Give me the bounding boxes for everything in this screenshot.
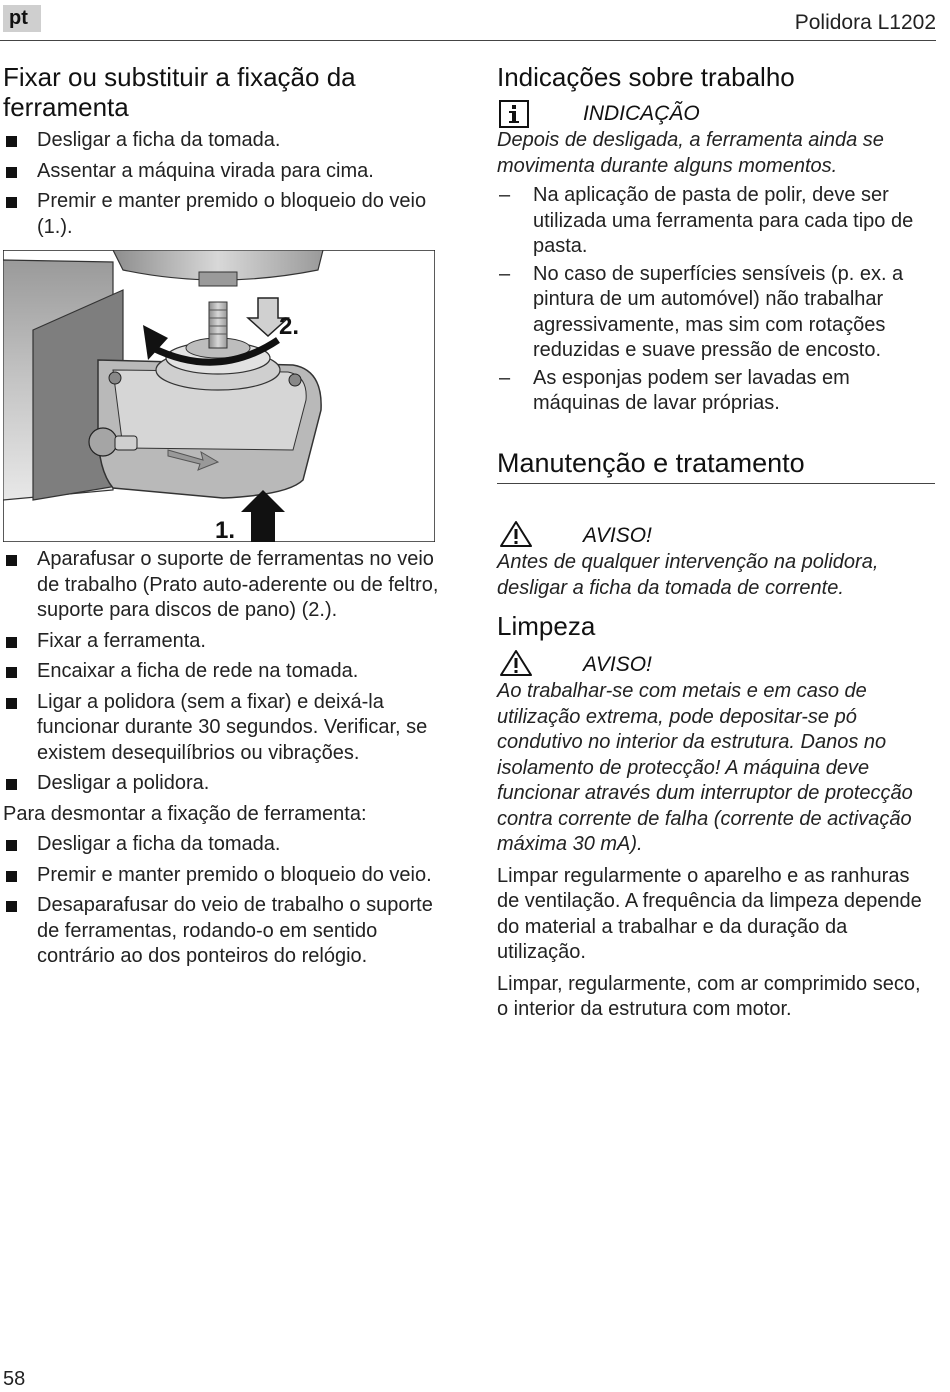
cleaning-paragraph-2: Limpar, regularmente, com ar comprimido seco, o interior da estrutura com motor. bbox=[497, 972, 921, 1020]
page-number: 58 bbox=[3, 1368, 26, 1390]
callout-2: 2. bbox=[279, 313, 300, 340]
warning-label-2: AVISO! bbox=[583, 653, 652, 676]
warning-text-2: Ao trabalhar-se com metais e em caso de utilização extrema, pode depositar-se pó condutivo no interior da estrutura. Danos no isolamento de protecção! A máquina deve funcionar através dum interruptor de protecção contra corrente de falha (corrente de activação máxima 30 mA). bbox=[497, 680, 913, 855]
dismount-intro: Para desmontar a fixação de ferramenta: bbox=[3, 802, 367, 825]
warning-header-1 bbox=[497, 522, 937, 550]
notice-text: Depois de desligada, a ferramenta ainda se movimenta durante alguns momentos. bbox=[497, 129, 884, 177]
list-item: Aparafusar o suporte de ferramentas no veio de trabalho (Prato auto-aderente ou de feltro, suporte para discos de pano) (2.). bbox=[3, 547, 443, 624]
list-item: – Na aplicação de pasta de polir, deve ser utilizada uma ferramenta para cada tipo de pasta. bbox=[497, 183, 937, 260]
warning-icon bbox=[499, 649, 533, 677]
steps-before-figure bbox=[3, 128, 443, 240]
language-tag: pt bbox=[3, 5, 41, 32]
callout-1: 1. bbox=[215, 517, 236, 542]
right-column-top bbox=[497, 62, 937, 419]
left-column-top bbox=[3, 62, 443, 245]
left-column-bottom bbox=[3, 547, 443, 975]
steps-after-figure bbox=[3, 547, 443, 797]
list-item: Premir e manter premido o bloqueio do veio. bbox=[3, 863, 443, 889]
list-item: Ligar a polidora (sem a fixar) e deixá-la funcionar durante 30 segundos. Verificar, se existem desequilíbrios ou vibrações. bbox=[3, 690, 443, 767]
info-icon bbox=[499, 100, 529, 128]
polisher-spindle-lock-figure bbox=[3, 250, 435, 542]
warning-text-1: Antes de qualquer intervenção na polidora, desligar a ficha da tomada de corrente. bbox=[497, 551, 879, 599]
list-item: Desligar a polidora. bbox=[3, 771, 443, 797]
cleaning-paragraph-1: Limpar regularmente o aparelho e as ranhuras de ventilação. A frequência da limpeza depende do material a trabalhar e da duração da utilização. bbox=[497, 864, 922, 963]
warning-icon bbox=[499, 520, 533, 548]
list-item: Desaparafusar do veio de trabalho o suporte de ferramentas, rodando-o em sentido contrário ao dos ponteiros do relógio. bbox=[3, 893, 443, 970]
section-heading-tool-fixing: Fixar ou substituir a fixação da ferramenta bbox=[3, 62, 356, 122]
polisher-illustration bbox=[3, 250, 435, 542]
notice-label: INDICAÇÃO bbox=[583, 102, 700, 125]
maintenance-rule bbox=[497, 483, 935, 484]
section-heading-cleaning: Limpeza bbox=[497, 611, 596, 641]
list-item: Fixar a ferramenta. bbox=[3, 629, 443, 655]
warning-label-1: AVISO! bbox=[583, 524, 652, 547]
list-item: Premir e manter premido o bloqueio do veio (1.). bbox=[3, 189, 443, 240]
list-item: Assentar a máquina virada para cima. bbox=[3, 159, 443, 185]
section-heading-work: Indicações sobre trabalho bbox=[497, 62, 795, 92]
warning-header-2 bbox=[497, 651, 937, 679]
section-heading-maintenance: Manutenção e tratamento bbox=[497, 448, 805, 478]
list-item: Encaixar a ficha de rede na tomada. bbox=[3, 659, 443, 685]
maintenance-heading-block bbox=[497, 448, 937, 478]
list-item: Desligar a ficha da tomada. bbox=[3, 128, 443, 154]
dismount-steps bbox=[3, 832, 443, 970]
notice-header bbox=[497, 100, 937, 128]
right-column-bottom bbox=[497, 522, 937, 1023]
list-item: Desligar a ficha da tomada. bbox=[3, 832, 443, 858]
header-rule bbox=[0, 40, 936, 41]
document-title: Polidora L1202 bbox=[794, 11, 936, 34]
work-tips bbox=[497, 183, 937, 417]
list-item: – No caso de superfícies sensíveis (p. ex. a pintura de um automóvel) não trabalhar agressivamente, mas sim com rotações reduzidas e suave pressão de encosto. bbox=[497, 262, 937, 364]
list-item: – As esponjas podem ser lavadas em máquinas de lavar próprias. bbox=[497, 366, 937, 417]
